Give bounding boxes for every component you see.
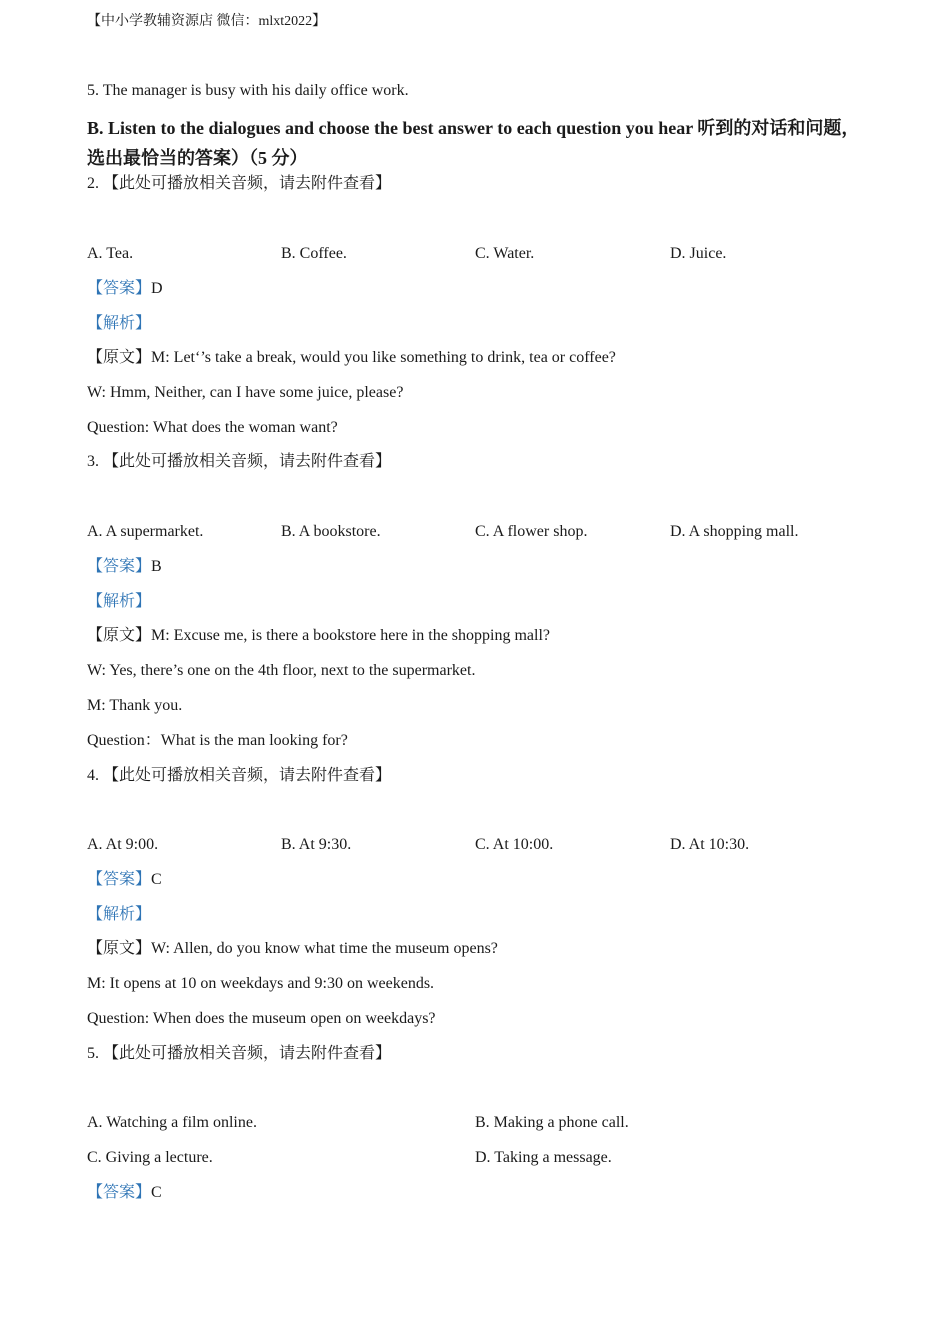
q2-option-d: D. Juice. — [670, 245, 727, 262]
q2-transcript-line-1: 【原文】M: Let‘’s take a break, would you like something to drink, tea or coffee? — [87, 349, 616, 366]
q2-analysis-tag: 【解析】 — [87, 315, 152, 332]
q2-option-c: C. Water. — [475, 245, 535, 262]
q5-option-d: D. Taking a message. — [475, 1149, 612, 1166]
q2-transcript-line-3: Question: What does the woman want? — [87, 419, 338, 436]
q5-answer — [87, 1183, 162, 1203]
q4-answer-value: C — [151, 871, 162, 888]
answer-tag: 【答案】 — [87, 871, 152, 888]
q4-option-c: C. At 10:00. — [475, 836, 554, 853]
q3-option-d: D. A shopping mall. — [670, 523, 799, 540]
q3-answer — [87, 557, 162, 577]
q4-option-b: B. At 9:30. — [281, 836, 352, 853]
answer-tag: 【答案】 — [87, 1184, 152, 1201]
question-3-prompt[interactable]: 3. 【此处可播放相关音频，请去附件查看】 — [87, 453, 392, 470]
question-2-prompt[interactable]: 2. 【此处可播放相关音频，请去附件查看】 — [87, 175, 392, 192]
q2-answer — [87, 279, 163, 299]
q3-option-b: B. A bookstore. — [281, 523, 381, 540]
q3-option-c: C. A flower shop. — [475, 523, 588, 540]
q3-transcript-line-1: 【原文】M: Excuse me, is there a bookstore here in the shopping mall? — [87, 627, 551, 644]
q5-option-c: C. Giving a lecture. — [87, 1149, 213, 1166]
question-4-prompt[interactable]: 4. 【此处可播放相关音频，请去附件查看】 — [87, 767, 392, 784]
q5-answer-value: C — [151, 1184, 162, 1201]
q2-option-b: B. Coffee. — [281, 245, 347, 262]
q4-answer — [87, 870, 162, 890]
q3-transcript-line-3: M: Thank you. — [87, 697, 183, 714]
previous-item-text: 5. The manager is busy with his daily office work. — [87, 82, 409, 99]
q5-option-a: A. Watching a film online. — [87, 1114, 257, 1131]
section-title: B. Listen to the dialogues and choose the best answer to each question you hear 听到的对话和问题，选出最恰当的答案）（5 分） — [87, 118, 860, 168]
q4-option-d: D. At 10:30. — [670, 836, 750, 853]
q4-transcript-line-2: M: It opens at 10 on weekdays and 9:30 on weekends. — [87, 975, 435, 992]
q4-analysis-tag: 【解析】 — [87, 906, 152, 923]
q3-answer-value: B — [151, 558, 162, 575]
q2-option-a: A. Tea. — [87, 245, 134, 262]
q3-transcript-line-4: Question：What is the man looking for? — [87, 732, 348, 749]
header-source-note: 【中小学教辅资源店 微信：mlxt2022】 — [87, 14, 327, 29]
q2-transcript-line-2: W: Hmm, Neither, can I have some juice, please? — [87, 384, 404, 401]
q4-transcript-line-3: Question: When does the museum open on weekdays? — [87, 1010, 436, 1027]
q4-transcript-line-1: 【原文】W: Allen, do you know what time the museum opens? — [87, 940, 498, 957]
q2-answer-value: D — [151, 280, 163, 297]
answer-tag: 【答案】 — [87, 280, 152, 297]
q3-analysis-tag: 【解析】 — [87, 593, 152, 610]
q4-option-a: A. At 9:00. — [87, 836, 159, 853]
q3-transcript-line-2: W: Yes, there’s one on the 4th floor, next to the supermarket. — [87, 662, 476, 679]
answer-tag: 【答案】 — [87, 558, 152, 575]
question-5-prompt[interactable]: 5. 【此处可播放相关音频，请去附件查看】 — [87, 1045, 392, 1062]
q5-option-b: B. Making a phone call. — [475, 1114, 629, 1131]
q3-option-a: A. A supermarket. — [87, 523, 204, 540]
